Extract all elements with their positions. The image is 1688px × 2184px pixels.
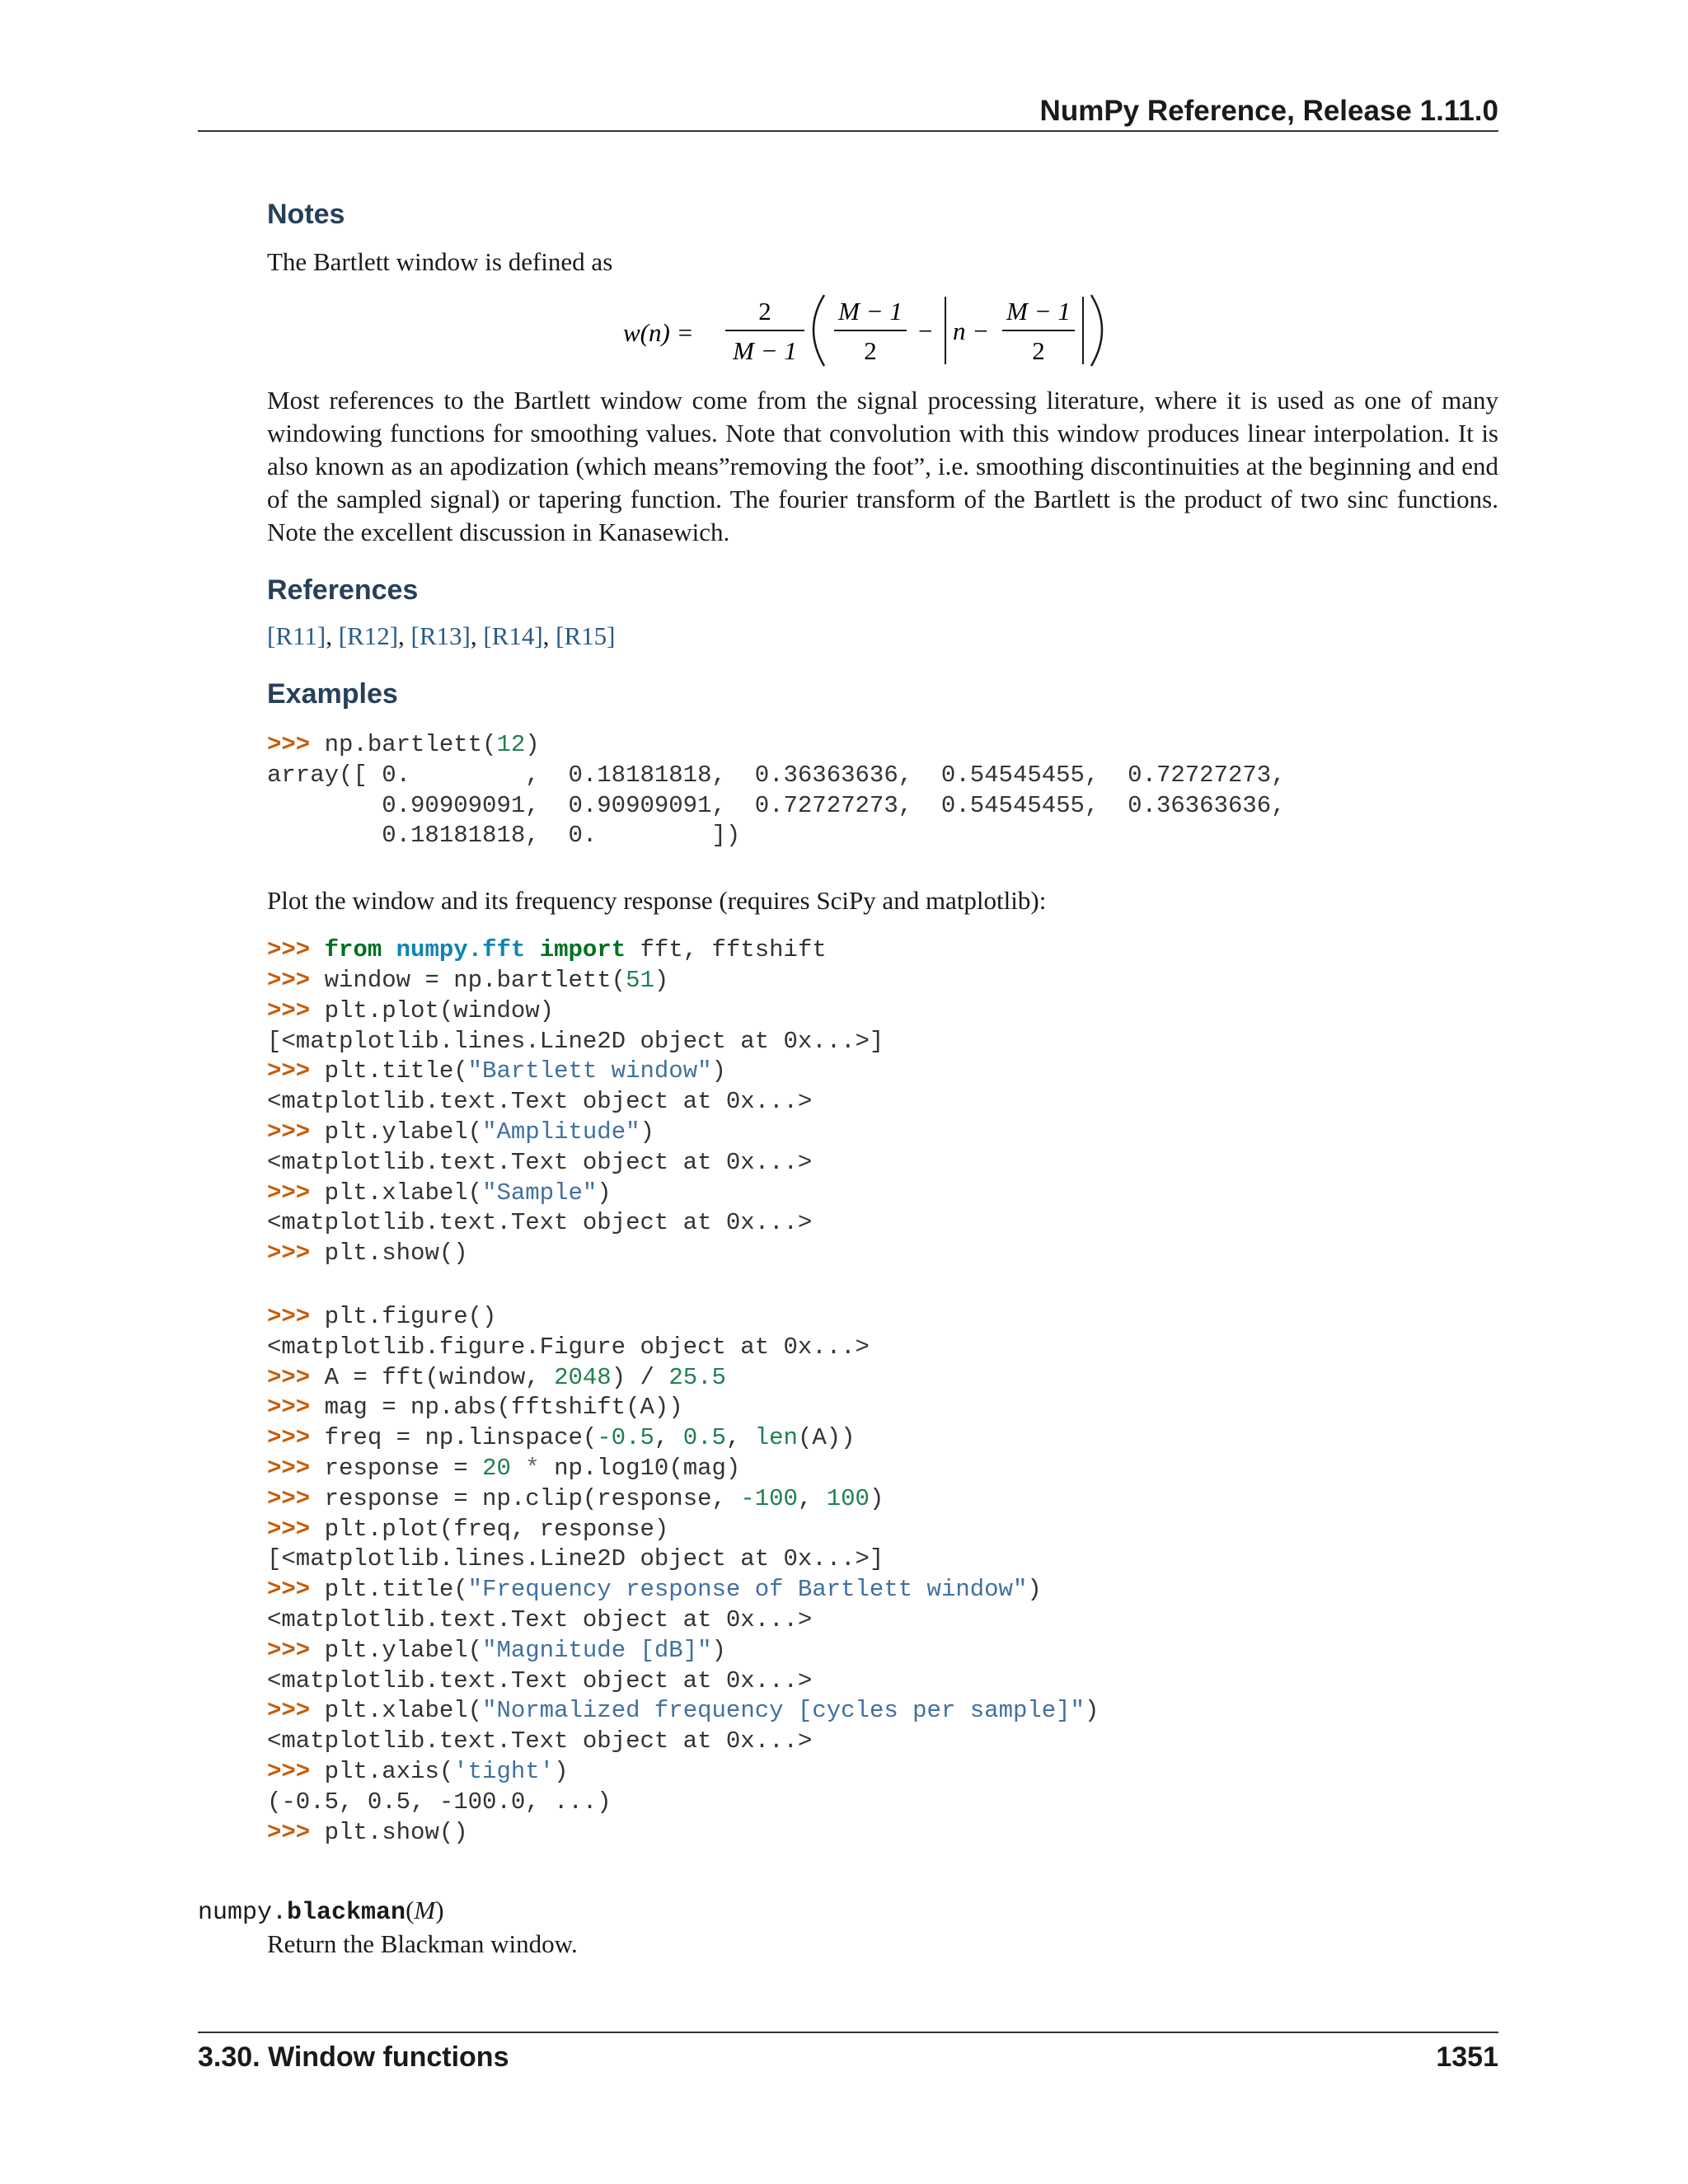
code-text: freq = np.linspace( (310, 1424, 598, 1452)
formula-lhs: w(n) = (623, 318, 694, 347)
code-number: -0.5 (597, 1424, 654, 1452)
code-output: array([ 0. , 0.18181818, 0.36363636, 0.54545455, 0.72727273, 0.90909091, 0.90909091, 0.72727273, 0.54545455, 0.36363636, 0.18181818, 0. ]) (267, 761, 1286, 850)
ref-link-r14[interactable]: [R14] (483, 621, 543, 650)
code-text: plt.ylabel( (310, 1118, 483, 1146)
prompt: >>> (267, 1240, 311, 1268)
prompt: >>> (267, 1454, 311, 1482)
code-text: np.log10(mag) (554, 1454, 741, 1482)
keyword: from (324, 936, 382, 964)
prompt: >>> (267, 996, 311, 1024)
formula-num-2: 2 (758, 297, 771, 326)
code-output: (-0.5, 0.5, -100.0, ...) (267, 1788, 612, 1816)
code-string: "Magnitude [dB]" (482, 1636, 712, 1664)
code-text: ) / (611, 1363, 669, 1391)
code-output: <matplotlib.text.Text object at 0x...> (267, 1727, 813, 1755)
page-footer (198, 2032, 1498, 2076)
code-text: plt.xlabel( (310, 1179, 483, 1207)
code-text: ) (597, 1179, 612, 1207)
code-text: mag = np.abs(fftshift(A)) (310, 1394, 683, 1422)
ref-link-r12[interactable]: [R12] (338, 621, 399, 650)
code-number: 51 (626, 966, 654, 994)
code-text: , (797, 1484, 827, 1512)
code-string: "Amplitude" (482, 1118, 640, 1146)
prompt: >>> (267, 1757, 311, 1785)
examples-heading: Examples (267, 678, 398, 710)
plot-description: Plot the window and its frequency response (requires SciPy and matplotlib): (267, 886, 1047, 916)
formula-num-m1b: M − 1 (1006, 297, 1071, 326)
code-output: [<matplotlib.lines.Line2D object at 0x...>] (267, 1545, 884, 1573)
code-text: plt.ylabel( (310, 1636, 483, 1664)
bartlett-formula (267, 287, 1498, 373)
main-content (267, 196, 1498, 1848)
keyword: import (539, 936, 626, 964)
code-text: plt.axis( (310, 1757, 454, 1785)
builtin-name: len (754, 1424, 798, 1452)
notes-paragraph: Most references to the Bartlett window come from the signal processing literature, where it is used as one of many windowing functions for smoothing values. Note that convolution with this window produces linear interpolation. It is also known as an apodization (which means”removing the foot”, i.e. smoothing discontinuities at the beginning and end of the sampled signal) or tapering function. The fourier transform of the Bartlett is the product of two sinc functions. Note the excellent discussion in Kanasewich. (267, 386, 1498, 546)
code-output: <matplotlib.text.Text object at 0x...> (267, 1666, 813, 1694)
notes-intro: The Bartlett window is defined as (267, 247, 613, 276)
code-string: "Normalized frequency [cycles per sample]" (482, 1697, 1085, 1725)
code-text: response = np.clip(response, (310, 1484, 741, 1512)
ref-link-r15[interactable]: [R15] (556, 621, 616, 650)
prompt: >>> (267, 1424, 311, 1452)
signature-function-name: blackman (287, 1899, 406, 1927)
code-output: <matplotlib.text.Text object at 0x...> (267, 1088, 813, 1116)
references-list: [R11], [R12], [R13], [R14], [R15] (267, 621, 616, 650)
code-text: plt.plot(freq, response) (310, 1515, 669, 1543)
code-number: 20 (482, 1454, 511, 1482)
code-block-bartlett-12 (267, 730, 1498, 851)
code-output: <matplotlib.text.Text object at 0x...> (267, 1148, 813, 1176)
code-text: plt.title( (310, 1576, 468, 1604)
code-number: 25.5 (668, 1363, 726, 1391)
prompt: >>> (267, 1818, 311, 1846)
prompt: >>> (267, 1636, 311, 1664)
code-output: <matplotlib.figure.Figure object at 0x...> (267, 1333, 870, 1361)
prompt: >>> (267, 731, 311, 758)
code-text: fft, fftshift (626, 936, 827, 964)
prompt: >>> (267, 1576, 311, 1604)
code-output: <matplotlib.text.Text object at 0x...> (267, 1605, 813, 1633)
code-text: np.bartlett( (324, 731, 497, 758)
code-text: ) (1027, 1576, 1042, 1604)
prompt: >>> (267, 1515, 311, 1543)
function-signature (198, 1894, 444, 1929)
code-text: plt.title( (310, 1057, 468, 1085)
code-text: ) (640, 1118, 654, 1146)
code-output: [<matplotlib.lines.Line2D object at 0x...>] (267, 1027, 884, 1055)
code-text: ) (711, 1636, 726, 1664)
ref-link-r11[interactable]: [R11] (267, 621, 326, 650)
code-string: "Sample" (482, 1179, 598, 1207)
module-name: numpy.fft (396, 936, 526, 964)
code-text: plt.xlabel( (310, 1697, 483, 1725)
prompt: >>> (267, 1118, 311, 1146)
code-output: <matplotlib.text.Text object at 0x...> (267, 1209, 813, 1237)
signature-open-paren: ( (406, 1896, 415, 1924)
code-string: 'tight' (453, 1757, 555, 1785)
formula-den-m1: M − 1 (733, 336, 797, 365)
signature-close-paren: ) (435, 1896, 444, 1924)
formula-n-minus: n − (953, 316, 990, 345)
code-text: ) (654, 966, 669, 994)
code-number: 2048 (554, 1363, 612, 1391)
code-text: , (725, 1424, 755, 1452)
notes-heading: Notes (267, 199, 345, 230)
prompt: >>> (267, 1484, 311, 1512)
code-number: 12 (496, 731, 526, 758)
page-header: NumPy Reference, Release 1.11.0 (198, 92, 1498, 132)
references-heading: References (267, 574, 419, 606)
code-text: ) (554, 1757, 569, 1785)
code-text: response = (310, 1454, 483, 1482)
prompt: >>> (267, 1057, 311, 1085)
signature-description: Return the Blackman window. (267, 1929, 578, 1958)
code-string: "Frequency response of Bartlett window" (467, 1576, 1028, 1604)
prompt: >>> (267, 966, 311, 994)
code-number: 100 (826, 1484, 870, 1512)
signature-param: M (414, 1896, 436, 1924)
prompt: >>> (267, 1363, 311, 1391)
prompt: >>> (267, 1697, 311, 1725)
footer-section: 3.30. Window functions (198, 2041, 509, 2073)
code-text: ) (1084, 1697, 1100, 1725)
code-string: "Bartlett window" (467, 1057, 712, 1085)
ref-link-r13[interactable]: [R13] (410, 621, 471, 650)
formula-den-2a: 2 (864, 336, 877, 365)
code-text: plt.show() (310, 1818, 468, 1846)
formula-minus: − (918, 316, 933, 345)
code-number: -100 (740, 1484, 798, 1512)
prompt: >>> (267, 936, 311, 964)
code-text: plt.plot(window) (310, 996, 555, 1024)
prompt: >>> (267, 1394, 311, 1422)
prompt: >>> (267, 1179, 311, 1207)
signature-module: numpy. (198, 1899, 288, 1927)
code-block-plot-window (267, 935, 1498, 1269)
code-text: ) (869, 1484, 884, 1512)
footer-page-number: 1351 (1436, 2041, 1498, 2073)
formula-den-2b: 2 (1032, 336, 1045, 365)
code-operator: * (510, 1454, 555, 1482)
formula-num-m1: M − 1 (838, 297, 903, 326)
code-text: A = fft(window, (310, 1363, 555, 1391)
code-number: 0.5 (682, 1424, 726, 1452)
formula-svg (267, 287, 1498, 373)
code-text: , (654, 1424, 683, 1452)
code-text: plt.show() (310, 1240, 468, 1268)
code-text: ) (525, 731, 540, 758)
code-block-frequency-response (267, 1302, 1498, 1848)
code-text: ) (711, 1057, 726, 1085)
code-text: plt.figure() (310, 1302, 497, 1330)
code-text: window = np.bartlett( (310, 966, 626, 994)
code-text: (A)) (797, 1424, 856, 1452)
prompt: >>> (267, 1302, 311, 1330)
